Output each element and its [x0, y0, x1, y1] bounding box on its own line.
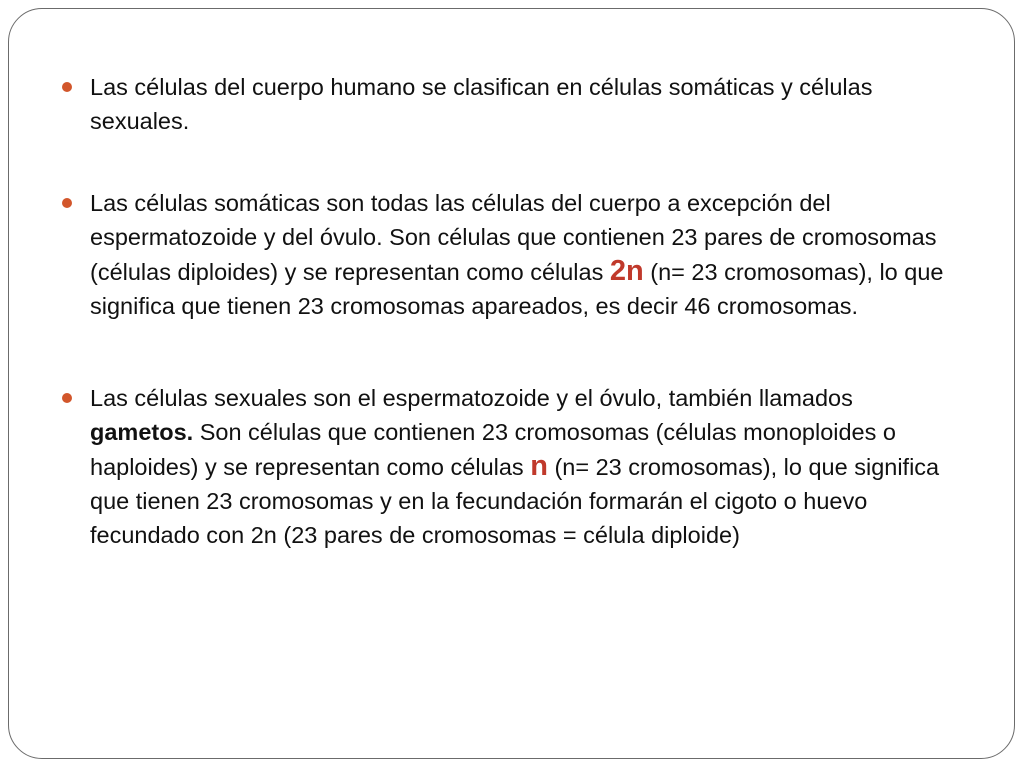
bullet-text: Las células del cuerpo humano se clasifican en células somáticas y células sexuales. [90, 74, 873, 134]
bullet-text-after: (n= 23 cromosomas), lo que significa que tienen 23 cromosomas apareados, es decir 46 cromosomas. [90, 259, 944, 319]
haploid-highlight: n [530, 450, 548, 482]
bullet-text-before: Las células somáticas son todas las células del cuerpo a excepción del espermatozoide y del óvulo. Son células que contienen 23 pares de cromosomas (células diploides) y se representan como células [90, 190, 937, 285]
bullet-text-after: (n= 23 cromosomas), lo que significa que tienen 23 cromosomas y en la fecundación formarán el cigoto o huevo fecundado con 2n (23 pares de cromosomas = célula diploide) [90, 454, 940, 548]
bullet-item-sex-cells [60, 381, 960, 552]
bullet-dot-icon [62, 82, 72, 92]
bullet-dot-icon [62, 198, 72, 208]
diploid-highlight: 2n [609, 255, 644, 287]
bullet-item-cell-classification [60, 70, 960, 138]
bullet-text-middle: Son células que contienen 23 cromosomas (células monoploides o haploides) y se representan como células [90, 419, 896, 480]
gametes-term: gametos. [90, 419, 194, 445]
bullet-text-before: Las células sexuales son el espermatozoide y el óvulo, también llamados [90, 385, 853, 411]
bullet-item-somatic-cells [60, 186, 960, 323]
bullet-list [60, 70, 960, 552]
bullet-dot-icon [62, 393, 72, 403]
